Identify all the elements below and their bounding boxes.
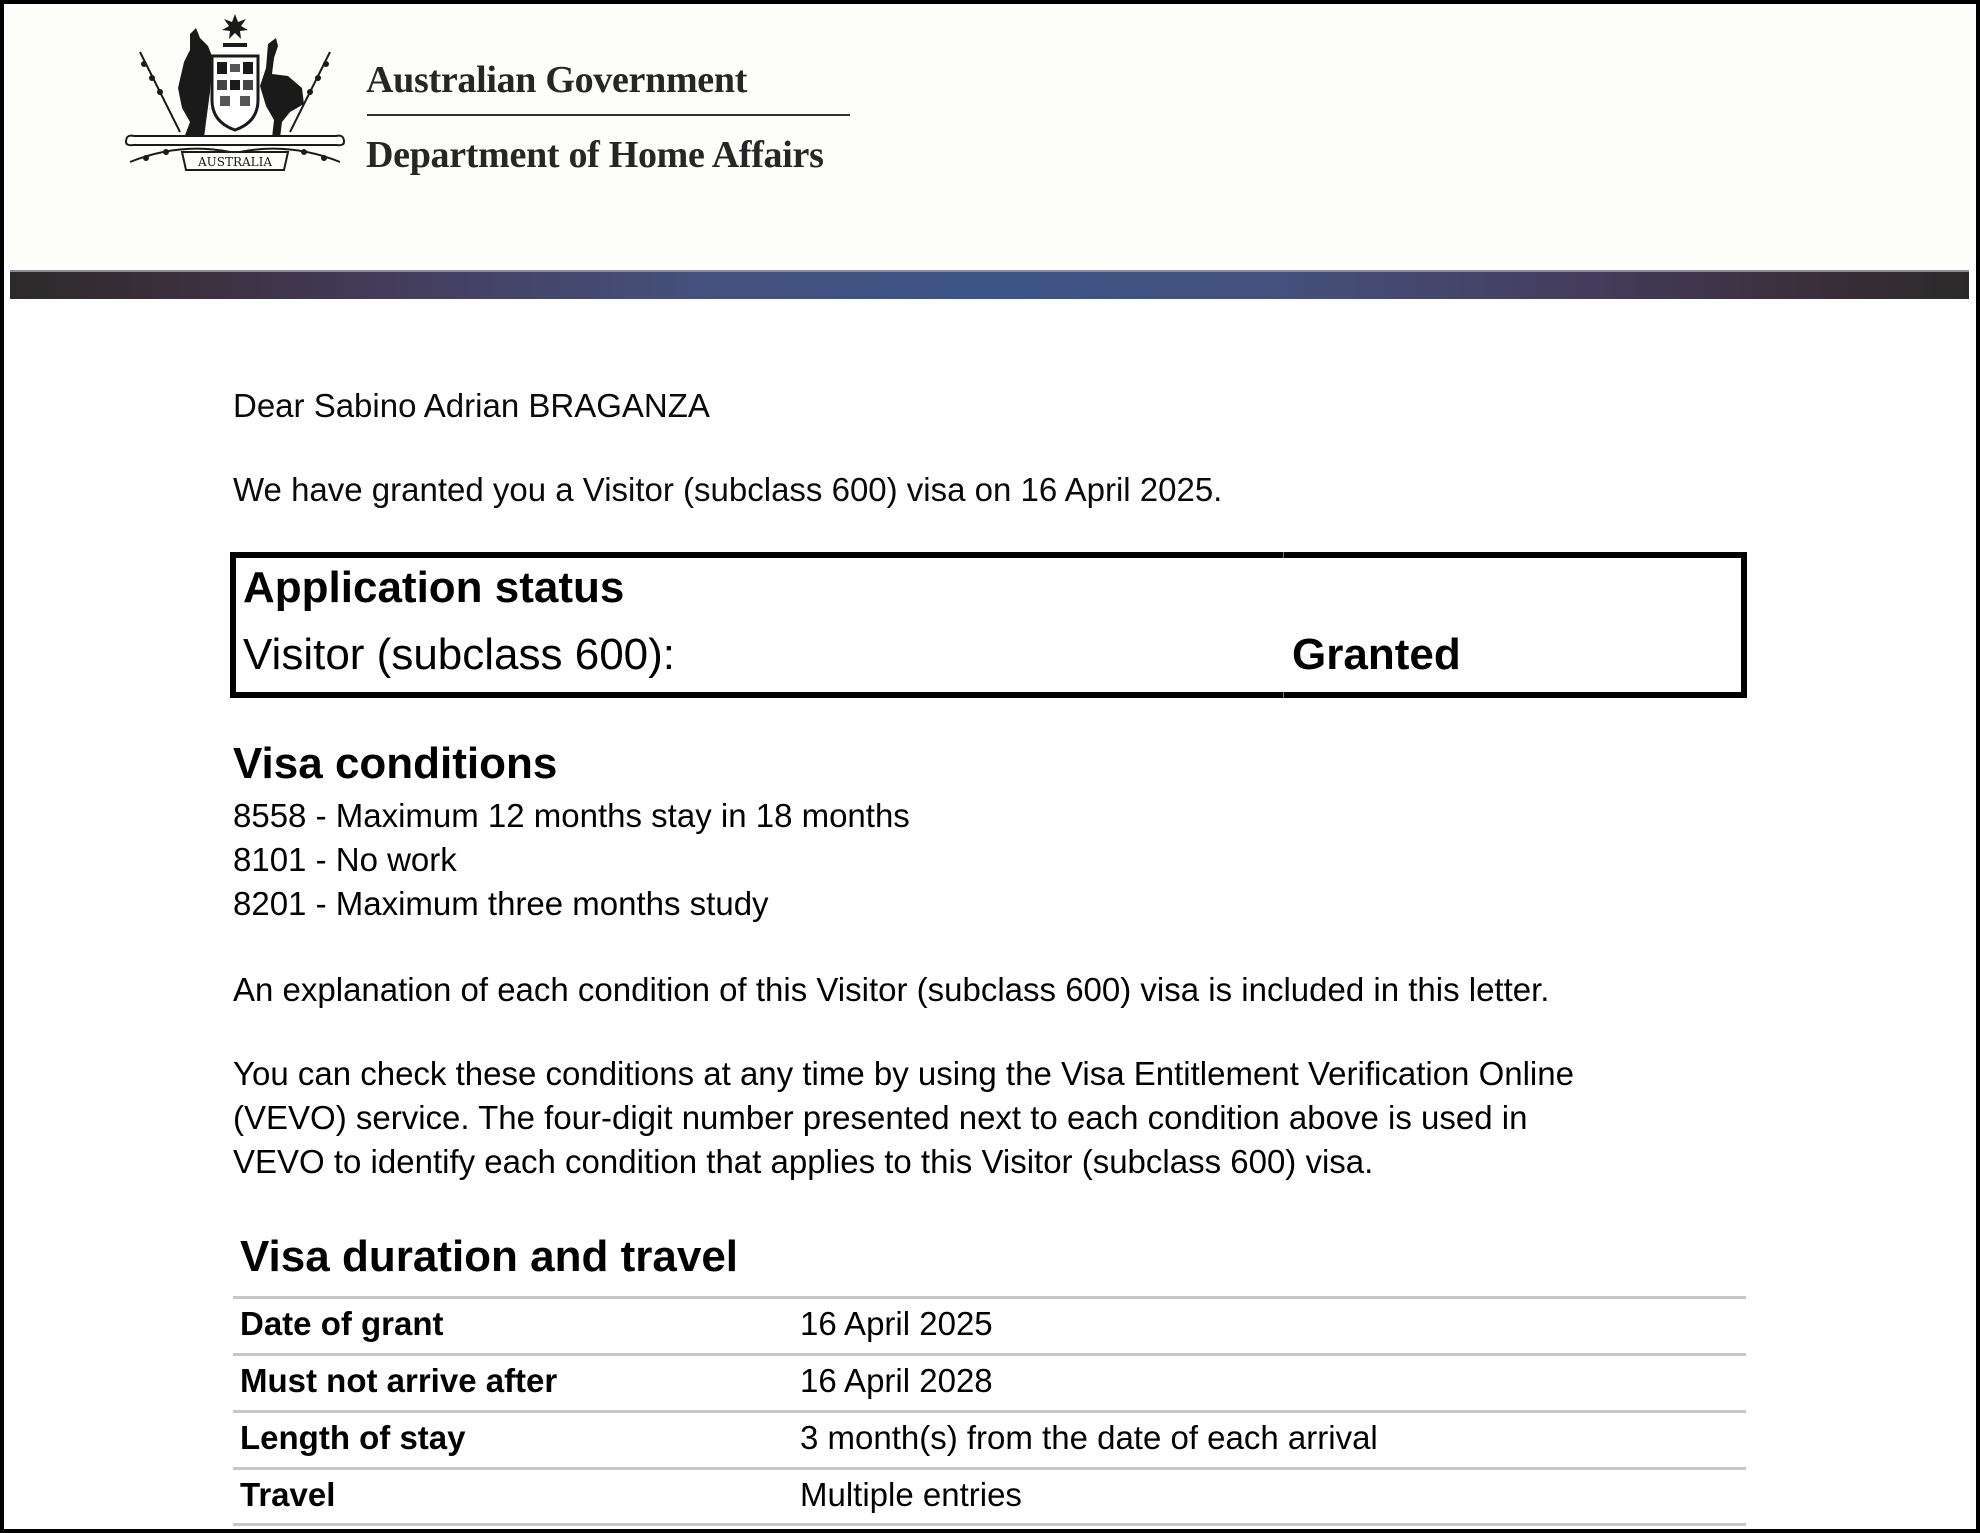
vevo-paragraph-line: VEVO to identify each condition that applies to this Visitor (subclass 600) visa. xyxy=(233,1143,1374,1180)
table-row-value: 16 April 2025 xyxy=(800,1305,993,1342)
status-column-divider xyxy=(1283,552,1284,558)
table-divider xyxy=(233,1410,1746,1413)
table-row-label: Length of stay xyxy=(240,1419,466,1456)
table-row-value: Multiple entries xyxy=(800,1476,1022,1513)
status-badge: Granted xyxy=(1292,630,1461,679)
table-divider xyxy=(233,1353,1746,1356)
greeting: Dear Sabino Adrian BRAGANZA xyxy=(233,387,710,424)
table-row-value: 16 April 2028 xyxy=(800,1362,993,1399)
condition-item: 8101 - No work xyxy=(233,841,457,878)
visa-duration-heading: Visa duration and travel xyxy=(240,1232,739,1281)
table-divider xyxy=(233,1467,1746,1470)
condition-item: 8201 - Maximum three months study xyxy=(233,885,769,922)
condition-item: 8558 - Maximum 12 months stay in 18 months xyxy=(233,797,910,834)
vevo-paragraph-line: (VEVO) service. The four-digit number presented next to each condition above is used in xyxy=(233,1099,1528,1136)
visa-type-label: Visitor (subclass 600): xyxy=(243,630,676,679)
header-divider xyxy=(367,114,850,116)
org-name: Australian Government xyxy=(366,59,748,101)
status-column-divider xyxy=(1283,692,1284,698)
table-divider xyxy=(233,1296,1746,1299)
visa-conditions-heading: Visa conditions xyxy=(233,739,558,788)
table-row-value: 3 month(s) from the date of each arrival xyxy=(800,1419,1378,1456)
table-row-label: Date of grant xyxy=(240,1305,444,1342)
conditions-explanation: An explanation of each condition of this Visitor (subclass 600) visa is included in this letter. xyxy=(233,971,1550,1008)
table-row-label: Travel xyxy=(240,1476,336,1513)
table-divider xyxy=(233,1523,1746,1526)
vevo-paragraph-line: You can check these conditions at any time by using the Visa Entitlement Verification Online xyxy=(233,1055,1574,1092)
table-row-label: Must not arrive after xyxy=(240,1362,558,1399)
grant-statement: We have granted you a Visitor (subclass 600) visa on 16 April 2025. xyxy=(233,471,1223,508)
header-band xyxy=(10,270,1969,299)
department-name: Department of Home Affairs xyxy=(366,134,824,176)
crest-motto: AUSTRALIA xyxy=(197,155,273,169)
coat-of-arms-icon xyxy=(120,12,350,180)
application-status-heading: Application status xyxy=(243,563,625,612)
